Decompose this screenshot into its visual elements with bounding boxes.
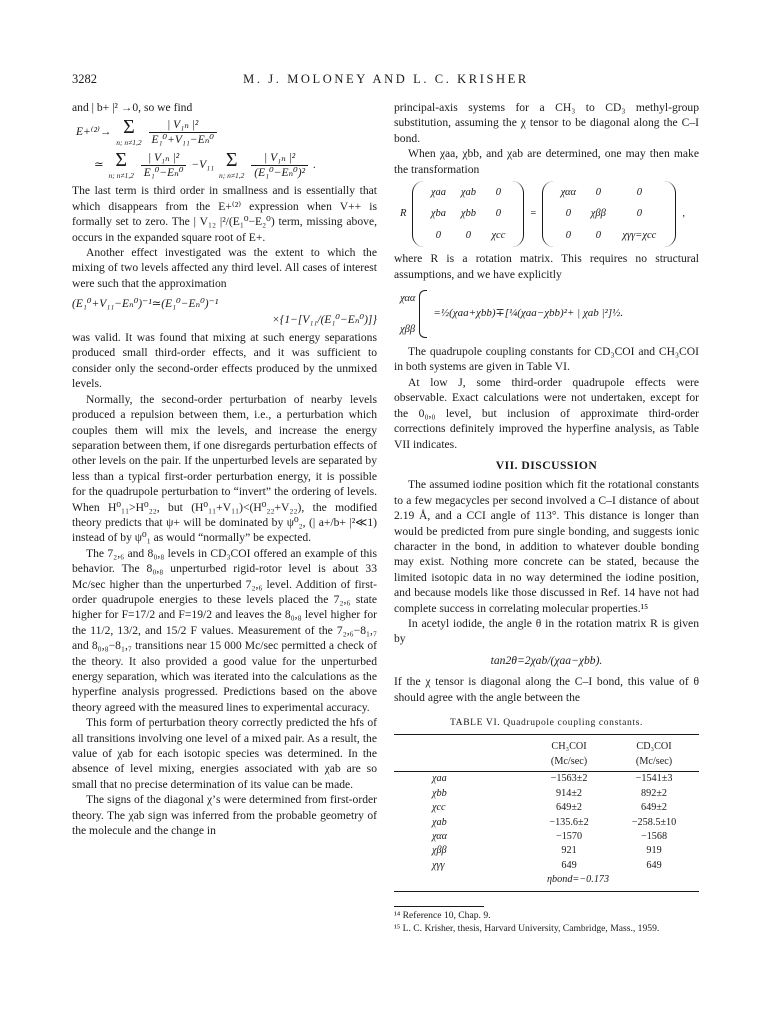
paragraph: principal-axis systems for a CH₃ to CD₃ methyl-group substitution, assuming the χ tensor to be diagonal along the C–I bond.: [394, 101, 699, 145]
paragraph: Normally, the second-order perturbation of nearby levels produced a repulsion between them, i.e., a perturbation which couples them will mix the levels, and increase the energy separation between them, if one disregards perturbation effects of other levels on the pair. If the unperturbed levels are separated by less than a typical first-order perturbation energy, it is possible for the quadrupole perturbation to “invert” the ordering of levels. When H⁰₁₁>H⁰₂₂, but (H⁰₁₁+V₁₁)<(H⁰₂₂+V₂₂), the modified theory predicts that ψ+ will be dominated by ψ⁰₂, (| a+/b+ |²≪1) instead of by ψ⁰₁ as would “normally” be expected.: [72, 392, 377, 545]
paragraph: The signs of the diagonal χ’s were determined from first-order theory. The χab sign was inferred from the probable geometry of the molecule and the change in: [72, 793, 377, 838]
matrix-cell: χbb: [460, 208, 476, 220]
row-symbol: χββ: [432, 845, 447, 857]
matrix-cell: 0: [595, 187, 601, 199]
table-row: [394, 772, 699, 787]
column-header: CH₃COI: [529, 735, 609, 755]
table-row: [394, 801, 699, 815]
paragraph: where R is a rotation matrix. This requires no structural assumptions, and we have explicitly: [394, 252, 699, 281]
cell-cd3coi: 649±2: [641, 802, 668, 814]
table-row: [394, 873, 699, 891]
table-body: [394, 772, 699, 891]
matrix-cell: 0: [565, 208, 571, 220]
sum-symbol: Σ n; n≠1,2: [219, 149, 245, 181]
matrix-cell: χcc: [491, 229, 506, 241]
left-column: [72, 100, 377, 838]
column-header: CD₃COI: [609, 735, 699, 755]
cell-cd3coi: 919: [646, 845, 662, 857]
footnotes: [394, 906, 660, 935]
equation-explicit: χαα χββ =½(χaa+χbb)∓[¼(χaa−χbb)²+ | χab |²]½.: [400, 290, 699, 338]
running-title: M. J. MOLONEY AND L. C. KRISHER: [243, 72, 529, 86]
cell-ch3coi: 914±2: [556, 787, 583, 799]
table-row: [394, 859, 699, 873]
paragraph: The quadrupole coupling constants for CD₃COI and CH₃COI in both systems are given in Table VI.: [394, 345, 699, 374]
page-number: 3282: [72, 72, 97, 86]
right-column: [394, 100, 699, 935]
row-symbol: χaa: [432, 773, 447, 785]
row-symbol: χab: [432, 816, 447, 828]
brace: [419, 290, 427, 338]
matrix-cell: χba: [430, 208, 446, 220]
table-row: [394, 844, 699, 858]
cell-ch3coi: −1570: [555, 831, 583, 843]
matrix-cell: χaa: [430, 187, 446, 199]
paragraph: This form of perturbation theory correctly predicted the hfs of all transitions involving one level of a mixed pair. As a result, the value of χab for each isotopic species was determined. In the absence of level mixing, energies associated with χab are so small that no precise determination of its value can be made.: [72, 716, 377, 791]
paragraph: If the χ tensor is diagonal along the C–I bond, this value of θ should agree with the angle between the: [394, 675, 699, 704]
row-symbol: χγγ: [432, 859, 445, 871]
table-caption: TABLE VI. Quadrupole coupling constants.: [449, 717, 644, 728]
rotation-matrix-equation: R χaa χab 0 χba χbb 0 0 0 χcc = χαα 0 0 0 χββ 0 0 0 χγγ=χcc ,: [400, 181, 699, 247]
table-row: [394, 816, 699, 830]
matrix-cell: 0: [495, 187, 502, 199]
matrix-cell: χββ: [590, 208, 606, 220]
equation-approximation: (E₁⁰+V₁₁−Eₙ⁰)⁻¹≃(E₁⁰−Eₙ⁰)⁻¹ ×{1−[V₁₁/(E₁⁰−Eₙ⁰)]}: [72, 298, 377, 326]
cell-ch3coi: 921: [561, 845, 577, 857]
paragraph: When χaa, χbb, and χab are determined, one may then make the transformation: [394, 147, 699, 176]
paragraph: Another effect investigated was the extent to which the mixing of two levels affected any third level. All cases of interest were such that the approximation: [72, 246, 377, 290]
matrix-cell: 0: [495, 208, 502, 220]
equation-e-plus: E+⁽²⁾→ Σ n; n≠1,2 $\frac{\text{| V₁ₙ |²}}{\text{E₁⁰+V₁₁−Eₙ⁰}}$: [76, 117, 377, 148]
matrix-cell: 0: [636, 208, 642, 220]
equation-approx: ≃ Σ n; n≠1,2 $\frac{\text{| V₁ₙ |²}}{\text{E₁⁰−Eₙ⁰}}$ −V₁₁ Σ n; n≠1,2 $\frac{\text{| V₁ₙ |²}}{\text{(E₁⁰−Eₙ⁰)²}}$ .: [94, 149, 316, 181]
table-vi: [394, 715, 699, 892]
cell-ch3coi: 649±2: [556, 802, 583, 814]
paragraph: The last term is third order in smallness and is essentially that which disappears from the E+⁽²⁾ expression when V++ is formally set to zero. The | V₁₂ |²/(E₁⁰−E₂⁰) term, missing above, occurs in the expanded square root of E+.: [72, 184, 377, 244]
paragraph: The 7₂,₆ and 8₀,₈ levels in CD₃COI offered an example of this behavior. The 8₀,₈ unperturbed rigid-rotor level is about 33 Mc/sec higher than the unperturbed 7₂,₆ level. Addition of first-order quadrupole energies to these levels placed the 7₂,₆ state higher for F=17/2 and F=19/2 and leaves the 8₀,₈ level higher for the 11/2, 13/2, and 15/2 F values. Measurement of the 7₂,₆−8₁,₇ and 8₀,₈−8₁,₇ transitions near 15 000 Mc/sec permitted a check of the theory. It also provided a good value for the unperturbed energy separation, which was iterated into the calculations as the hyperfine analysis progressed. Predictions based on the above theory agreed with the measured lines to experimental accuracy.: [72, 546, 377, 714]
cell-cd3coi: 892±2: [641, 787, 668, 799]
matrix-cell: χab: [460, 187, 476, 199]
cell-ch3coi: 649: [561, 859, 577, 871]
matrix-cell: 0: [435, 229, 442, 241]
cell-cd3coi: −258.5±10: [631, 816, 677, 828]
row-symbol: χbb: [432, 787, 447, 799]
row-symbol: χcc: [432, 802, 446, 814]
fraction: $\frac{\text{| V₁ₙ |²}}{\text{E₁⁰−Eₙ⁰}}$: [141, 151, 187, 180]
paragraph: The assumed iodine position which fit the rotational constants to a few megacycles per second involved a C–I distance of about 2.19 Å, and a CCI angle of 113°. This distance is longer than would be predicted from pure single bonding, and suggests ionic character in the bond, in addition to whatever double bonding may exist. Nothing more concrete can be stated, because the limited isotopic data in no way determined the iodine position, and because models like those discussed in Ref. 14 have not had complete success in correlating molecular properties.¹⁵: [394, 478, 699, 615]
cell-cd3coi: −1568: [640, 831, 668, 843]
table-row: [394, 830, 699, 844]
footnote-15: ¹⁵ L. C. Krisher, thesis, Harvard University, Cambridge, Mass., 1959.: [394, 922, 660, 934]
footnote-14: ¹⁴ Reference 10, Chap. 9.: [394, 909, 491, 921]
cell-cd3coi: −1541±3: [635, 773, 673, 785]
cell-ch3coi: −1563±2: [550, 773, 588, 785]
matrix-cell: χγγ=χcc: [622, 229, 657, 241]
paragraph: In acetyl iodide, the angle θ in the rotation matrix R is given by: [394, 616, 699, 646]
chi-matrix-abc: [412, 181, 524, 247]
intro-line: and | b+ |² →0, so we find: [72, 101, 193, 114]
matrix-cell: 0: [595, 229, 601, 241]
fraction: $\frac{\text{| V₁ₙ |²}}{\text{E₁⁰+V₁₁−Eₙ⁰}}$: [149, 118, 217, 147]
cell-ch3coi: −135.6±2: [549, 816, 589, 828]
cell-cd3coi: 649: [646, 859, 662, 871]
section-heading: VII. DISCUSSION: [495, 458, 598, 472]
paragraph: At low J, some third-order quadrupole effects were observable. Exact calculations were not undertaken, except for the 0₀,₀ level, but inclusion of approximate third-order corrections definitely improved the hyperfine analysis, as Table VII indicates.: [394, 375, 699, 451]
matrix-cell: 0: [565, 229, 571, 241]
sum-symbol: Σ n; n≠1,2: [116, 116, 142, 148]
equation-tan-theta: tan2θ=2χab/(χaa−χbb).: [490, 653, 603, 667]
row-symbol: χαα: [432, 831, 447, 843]
matrix-cell: χαα: [560, 187, 577, 199]
column-unit: (Mc/sec): [529, 754, 609, 772]
sum-symbol: Σ n; n≠1,2: [108, 149, 134, 181]
chi-matrix-principal: [542, 181, 676, 247]
matrix-cell: 0: [465, 229, 472, 241]
table-row: [394, 787, 699, 801]
bond-asymmetry-note: ηbond=−0.173: [529, 873, 699, 891]
paragraph: was valid. It was found that mixing at such energy separations produced small third-order effects, and it was sufficient to consider only the second-order effects produced by the unmixed levels.: [72, 331, 377, 391]
coupling-constants-table: [394, 734, 699, 891]
fraction: $\frac{\text{| V₁ₙ |²}}{\text{(E₁⁰−Eₙ⁰)²}}$: [251, 151, 308, 180]
matrix-cell: 0: [636, 187, 642, 199]
column-unit: (Mc/sec): [609, 754, 699, 772]
page-header: [72, 72, 700, 90]
